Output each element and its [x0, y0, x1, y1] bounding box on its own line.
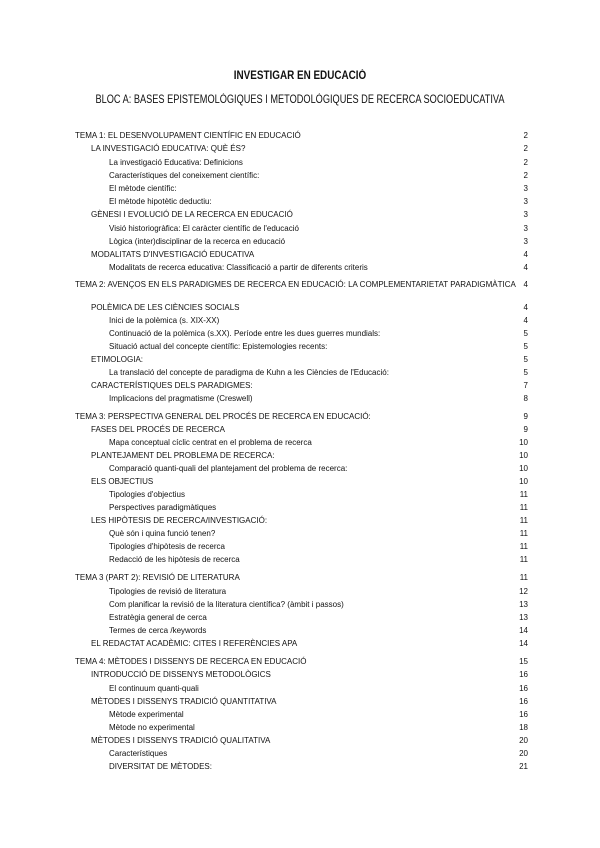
toc-entry-subsection[interactable]: El mètode científic: 3: [109, 184, 528, 193]
toc-entry-subsection[interactable]: El mètode hipotètic deductiu: 3: [109, 197, 528, 206]
toc-entry-section[interactable]: ELS OBJECTIUS 10: [91, 477, 528, 486]
toc-entry-tema-4[interactable]: TEMA 4: MÈTODES I DISSENYS DE RECERCA EN EDUCACIÓ 15: [75, 657, 528, 666]
toc-entry-section[interactable]: MÈTODES I DISSENYS TRADICIÓ QUANTITATIVA 16: [91, 697, 528, 706]
toc-entry-section[interactable]: LA INVESTIGACIÓ EDUCATIVA: QUÈ ÉS? 2: [91, 144, 528, 153]
toc-entry-subsection[interactable]: Característiques 20: [109, 749, 528, 758]
toc-entry-subsection[interactable]: La investigació Educativa: Definicions 2: [109, 158, 528, 167]
toc-entry-tema-2[interactable]: TEMA 2: AVENÇOS EN ELS PARADIGMES DE RECERCA EN EDUCACIÓ: LA COMPLEMENTARIETAT PARADIGMÀTICA 4: [75, 280, 528, 289]
toc-entry-section[interactable]: ETIMOLOGIA: 5: [91, 355, 528, 364]
toc-entry-subsection[interactable]: Mètode no experimental 18: [109, 723, 528, 732]
toc-entry-subsection[interactable]: Estratègia general de cerca 13: [109, 613, 528, 622]
toc-entry-section[interactable]: PLANTEJAMENT DEL PROBLEMA DE RECERCA: 10: [91, 451, 528, 460]
toc-entry-subsection[interactable]: Comparació quanti-quali del plantejament del problema de recerca: 10: [109, 464, 528, 473]
toc-entry-subsection[interactable]: Mapa conceptual cíclic centrat en el problema de recerca 10: [109, 438, 528, 447]
toc-entry-section[interactable]: POLÈMICA DE LES CIÈNCIES SOCIALS 4: [91, 303, 528, 312]
toc-entry-subsection[interactable]: Tipologies d'hipòtesis de recerca 11: [109, 542, 528, 551]
document-title: INVESTIGAR EN EDUCACIÓ: [233, 70, 367, 82]
toc-entry-subsection[interactable]: Redacció de les hipòtesis de recerca 11: [109, 555, 528, 564]
toc-entry-subsection[interactable]: Com planificar la revisió de la literatura científica? (àmbit i passos) 13: [109, 600, 528, 609]
toc-entry-subsection[interactable]: DIVERSITAT DE MÈTODES: 21: [109, 762, 528, 771]
toc-entry-subsection[interactable]: Lògica (inter)disciplinar de la recerca en educació 3: [109, 237, 528, 246]
toc-entry-subsection[interactable]: Modalitats de recerca educativa: Classificació a partir de diferents criteris 4: [109, 263, 528, 272]
toc-entry-tema-3[interactable]: TEMA 3: PERSPECTIVA GENERAL DEL PROCÉS DE RECERCA EN EDUCACIÓ: 9: [75, 412, 528, 421]
toc-entry-section[interactable]: EL REDACTAT ACADÈMIC: CITES I REFERÈNCIES APA 14: [91, 639, 528, 648]
toc-entry-subsection[interactable]: La translació del concepte de paradigma de Kuhn a les Ciències de l'Educació: 5: [109, 368, 528, 377]
toc-entry-subsection[interactable]: Què són i quina funció tenen? 11: [109, 529, 528, 538]
toc-entry-subsection[interactable]: Característiques del coneixement científic: 2: [109, 171, 528, 180]
toc-entry-subsection[interactable]: Tipologies d'objectius 11: [109, 490, 528, 499]
toc-entry-section[interactable]: MÈTODES I DISSENYS TRADICIÓ QUALITATIVA 20: [91, 736, 528, 745]
toc-entry-subsection[interactable]: Situació actual del concepte científic: Epistemologies recents: 5: [109, 342, 528, 351]
toc-entry-section[interactable]: FASES DEL PROCÉS DE RECERCA 9: [91, 425, 528, 434]
toc-entry-subsection[interactable]: El continuum quanti-quali 16: [109, 684, 528, 693]
toc-entry-subsection[interactable]: Mètode experimental 16: [109, 710, 528, 719]
toc-entry-subsection[interactable]: Continuació de la polèmica (s.XX). Període entre les dues guerres mundials: 5: [109, 329, 528, 338]
toc-entry-subsection[interactable]: Perspectives paradigmàtiques 11: [109, 503, 528, 512]
toc-entry-subsection[interactable]: Inici de la polèmica (s. XIX-XX) 4: [109, 316, 528, 325]
toc-entry-subsection[interactable]: Visió historiogràfica: El caràcter científic de l'educació 3: [109, 224, 528, 233]
toc-entry-section[interactable]: GÈNESI I EVOLUCIÓ DE LA RECERCA EN EDUCACIÓ 3: [91, 210, 528, 219]
toc-entry-tema-3-part-2[interactable]: TEMA 3 (PART 2): REVISIÓ DE LITERATURA 11: [75, 573, 528, 582]
toc-entry-subsection[interactable]: Tipologies de revisió de literatura 12: [109, 587, 528, 596]
toc-entry-section[interactable]: MODALITATS D'INVESTIGACIÓ EDUCATIVA 4: [91, 250, 528, 259]
document-subtitle: BLOC A: BASES EPISTEMOLÒGIQUES I METODOLÒGIQUES DE RECERCA SOCIOEDUCATIVA: [95, 94, 505, 106]
toc-entry-section[interactable]: LES HIPÒTESIS DE RECERCA/INVESTIGACIÓ: 11: [91, 516, 528, 525]
toc-entry-tema-1[interactable]: TEMA 1: EL DESENVOLUPAMENT CIENTÍFIC EN EDUCACIÓ 2: [75, 131, 528, 140]
toc-entry-subsection[interactable]: Implicacions del pragmatisme (Creswell) 8: [109, 394, 528, 403]
toc-entry-subsection[interactable]: Termes de cerca /keywords 14: [109, 626, 528, 635]
toc-entry-section[interactable]: INTRODUCCIÓ DE DISSENYS METODOLÒGICS 16: [91, 670, 528, 679]
toc-entry-section[interactable]: CARACTERÍSTIQUES DELS PARADIGMES: 7: [91, 381, 528, 390]
